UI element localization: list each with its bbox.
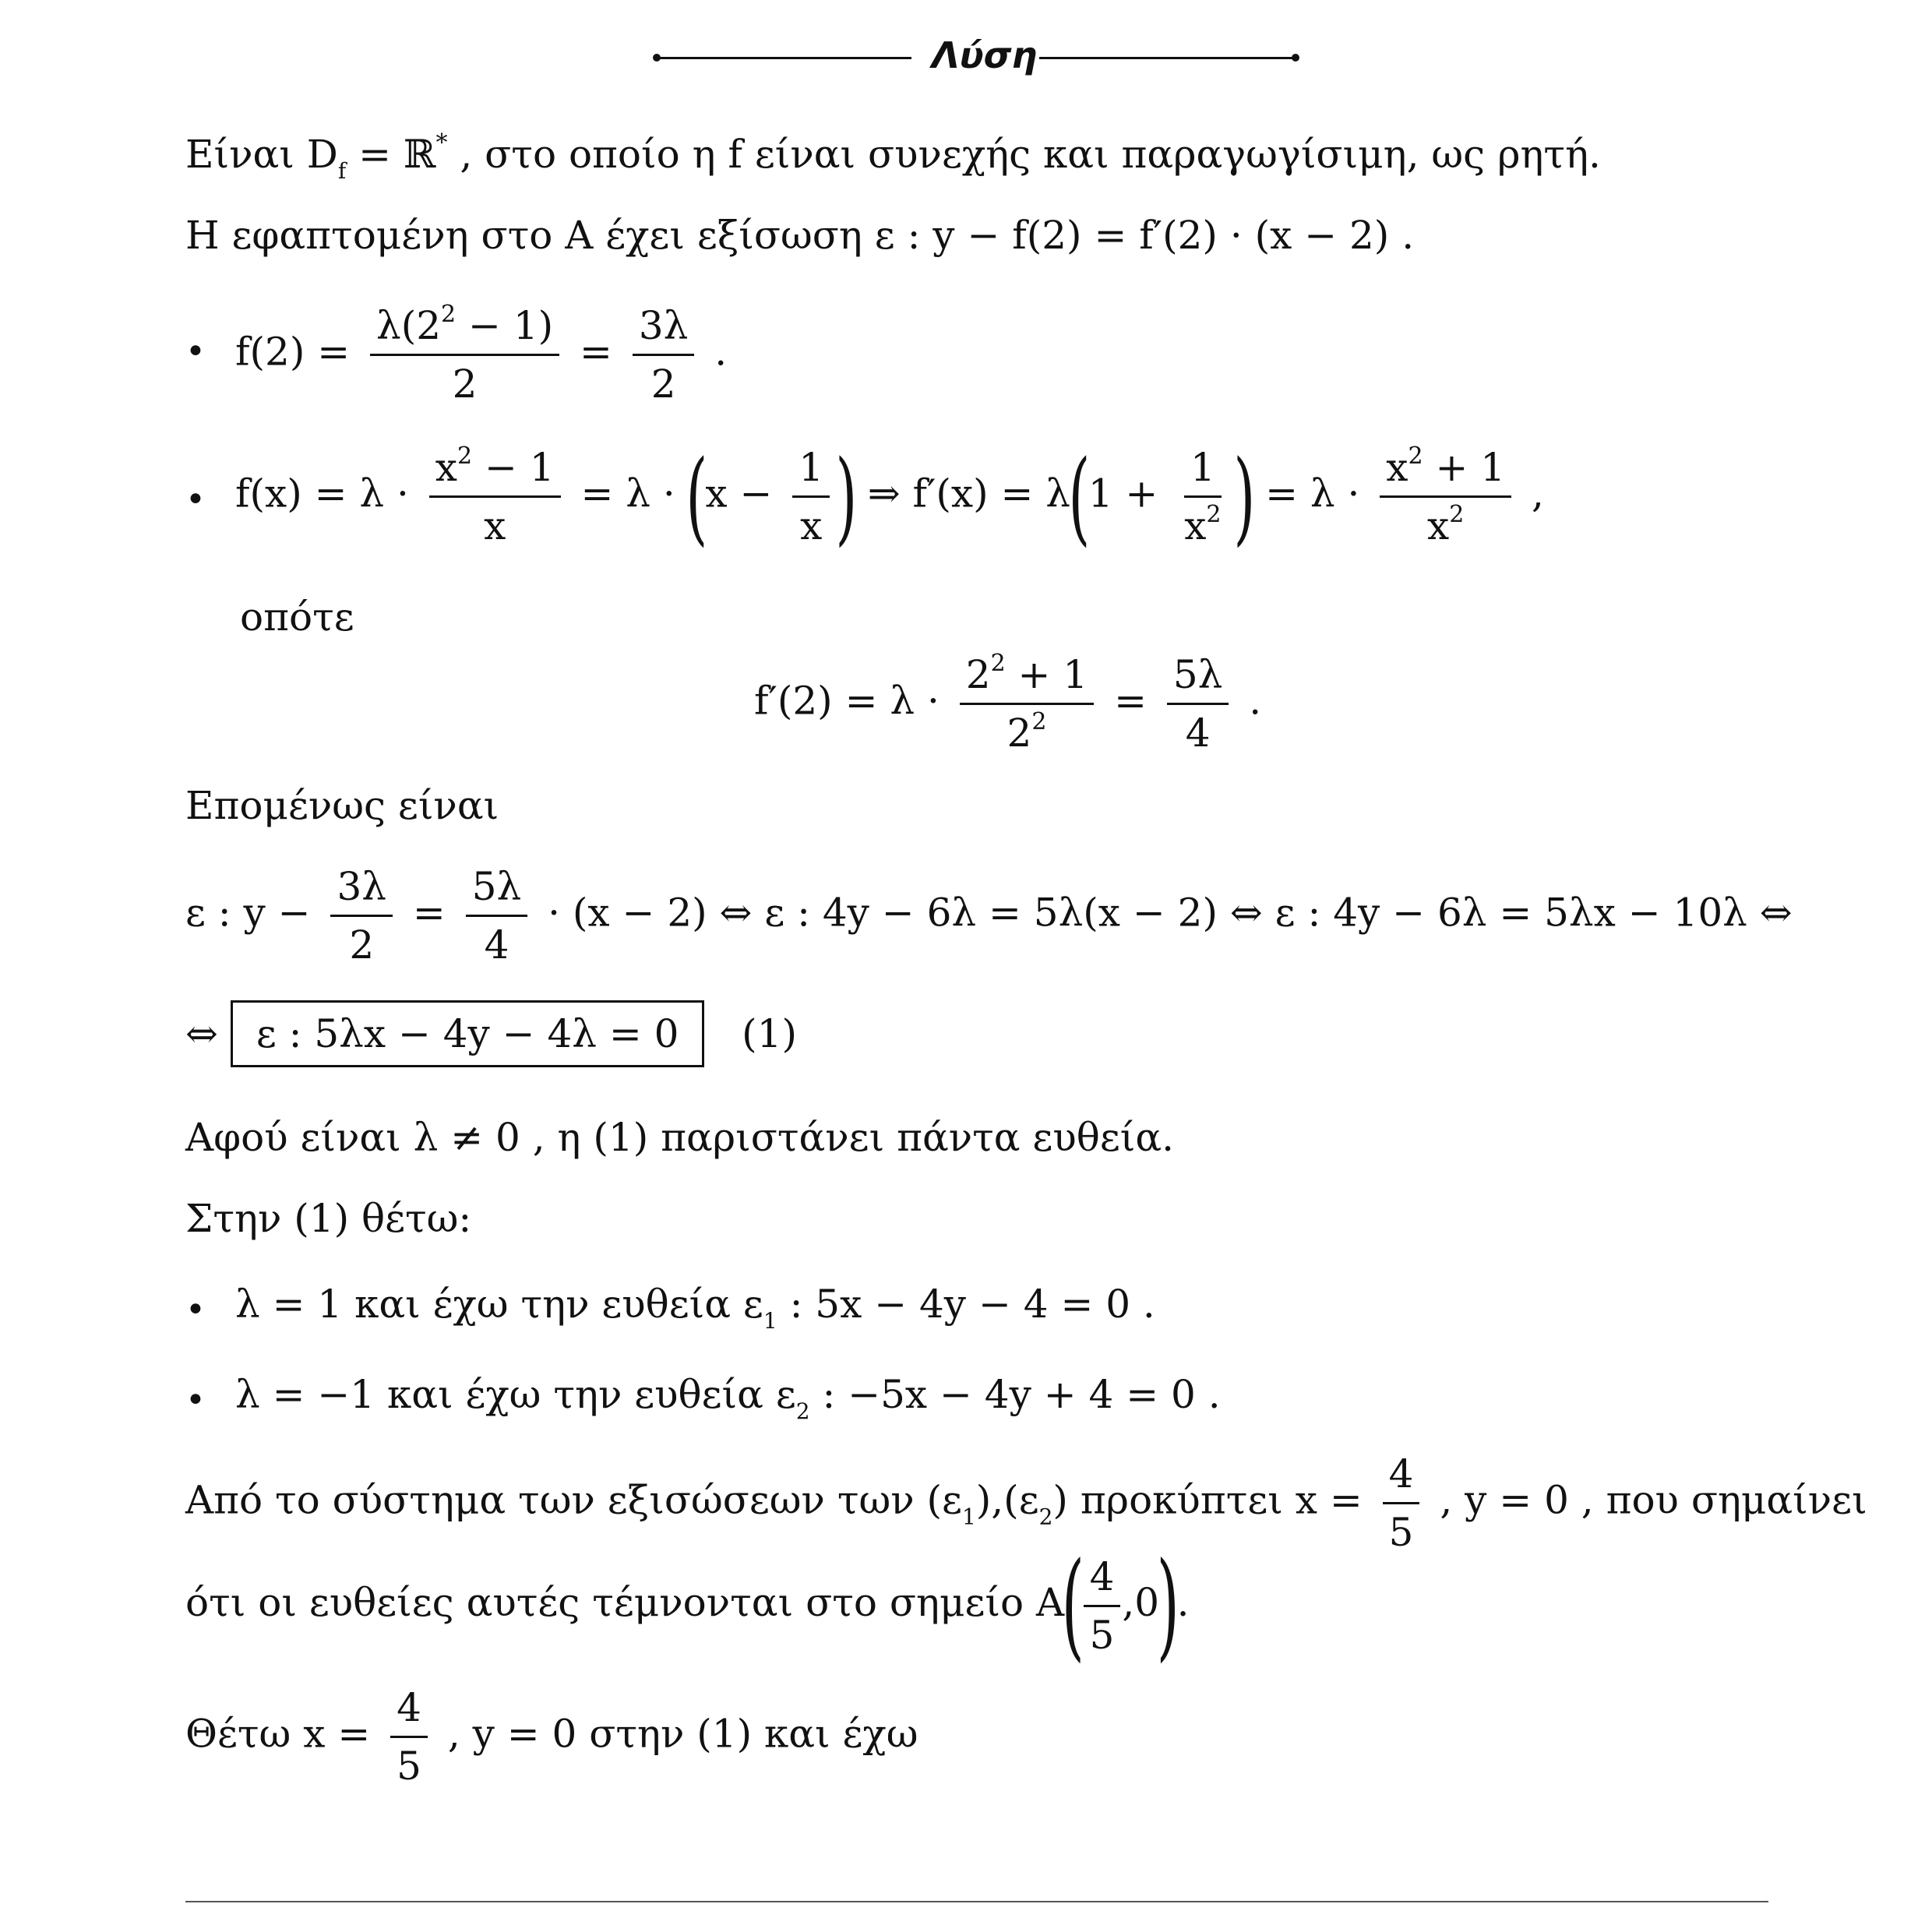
- header-right-dot: [1292, 54, 1299, 62]
- bullet-marker: •: [185, 332, 206, 372]
- opote-text: οπότε: [240, 594, 354, 640]
- fraction: $\frac{4}{5}$: [1383, 1451, 1420, 1556]
- boxed-equation-line: ⇔ ε : 5λx − 4y − 4λ = 0 (1): [185, 1000, 797, 1067]
- bullet-marker: •: [185, 1380, 206, 1420]
- intersection-point-statement: ότι οι ευθείες αυτές τέμνονται στο σημείο Α( $\frac{4}{5}$ ,0).: [185, 1538, 1190, 1673]
- header-right-rule: [1039, 57, 1296, 59]
- fraction: $\frac{x^2 - 1}{x}$: [429, 444, 561, 549]
- fprime2-computation: f′(2) = λ · $\frac{2^2 + 1}{2^2}$ = $\frac{5\lambda}{4}$ .: [754, 650, 1262, 756]
- stin-statement: Στην (1) θέτω:: [185, 1196, 472, 1241]
- equation-reference: (1): [742, 1011, 797, 1056]
- theto-statement: Θέτω x = $\frac{4}{5}$ , y = 0 στην (1) και έχω: [185, 1685, 918, 1789]
- case-lambda-1: λ = 1 και έχω την ευθεία $\varepsilon_1$ : 5x − 4y − 4 = 0 .: [235, 1282, 1155, 1334]
- boxed-equation: ε : 5λx − 4y − 4λ = 0: [231, 1000, 705, 1067]
- derivative-computation: f(x) = λ · $\frac{x^2 - 1}{x}$ = λ · (x − $\frac{1}{x}$ ) ⇒ f′(x) = λ(1 + $\frac{1}{x^2}$ ) = λ · $\frac{x^2 + 1}{x^2}$ ,: [235, 437, 1544, 556]
- bullet-marker: •: [185, 1290, 206, 1330]
- fraction: $\frac{1}{x^2}$: [1184, 445, 1222, 548]
- fraction: $\frac{\lambda(2^2 - 1)}{2}$: [370, 302, 559, 407]
- tangent-equation-statement: Η εφαπτομένη στο Α έχει εξίσωση ε : y − f(2) = f′(2) · (x − 2) .: [185, 213, 1415, 258]
- fraction: $\frac{5\lambda}{4}$: [1167, 651, 1229, 756]
- fraction: $\frac{4}{5}$: [390, 1684, 428, 1789]
- fraction: $\frac{3\lambda}{2}$: [633, 302, 695, 407]
- afou-statement: Αφού είναι λ ≠ 0 , η (1) παριστάνει πάντα ευθεία.: [185, 1115, 1174, 1160]
- fraction: $\frac{5\lambda}{4}$: [466, 863, 528, 968]
- bullet-marker: •: [185, 480, 206, 520]
- fraction: $\frac{4}{5}$: [1084, 1553, 1121, 1659]
- page-title: Λύση: [932, 34, 1038, 76]
- fraction: $\frac{2^2 + 1}{2^2}$: [960, 651, 1094, 756]
- system-solution: Από το σύστημα των εξισώσεων των $(\varepsilon_1),(\varepsilon_2)$ προκύπτει x = $\frac{4}{5}$ , y = 0 , που σημαίνει: [185, 1451, 1867, 1555]
- header-left-rule: [656, 57, 911, 59]
- case-lambda-minus-1: λ = −1 και έχω την ευθεία $\varepsilon_2$ : −5x − 4y + 4 = 0 .: [235, 1372, 1221, 1424]
- footer-rule: [185, 1901, 1768, 1902]
- f2-computation: f(2) = $\frac{\lambda(2^2 - 1)}{2}$ = $\frac{3\lambda}{2}$ .: [235, 301, 728, 407]
- fraction: $\frac{1}{x}$: [792, 444, 830, 549]
- fraction: $\frac{x^2 + 1}{x^2}$: [1380, 444, 1511, 549]
- tangent-line-derivation: ε : y − $\frac{3\lambda}{2}$ = $\frac{5\lambda}{4}$ · (x − 2) ⇔ ε : 4y − 6λ = 5λ(x − 2) ⇔ ε : 4y − 6λ = 5λx − 10λ ⇔: [185, 864, 1793, 968]
- fraction: $\frac{3\lambda}{2}$: [330, 863, 393, 968]
- epomenos-text: Επομένως είναι: [185, 783, 499, 828]
- domain-statement: Είναι $D_f$ = ℝ* , στο οποίο η f είναι συνεχής και παραγωγίσιμη, ως ρητή.: [185, 129, 1601, 184]
